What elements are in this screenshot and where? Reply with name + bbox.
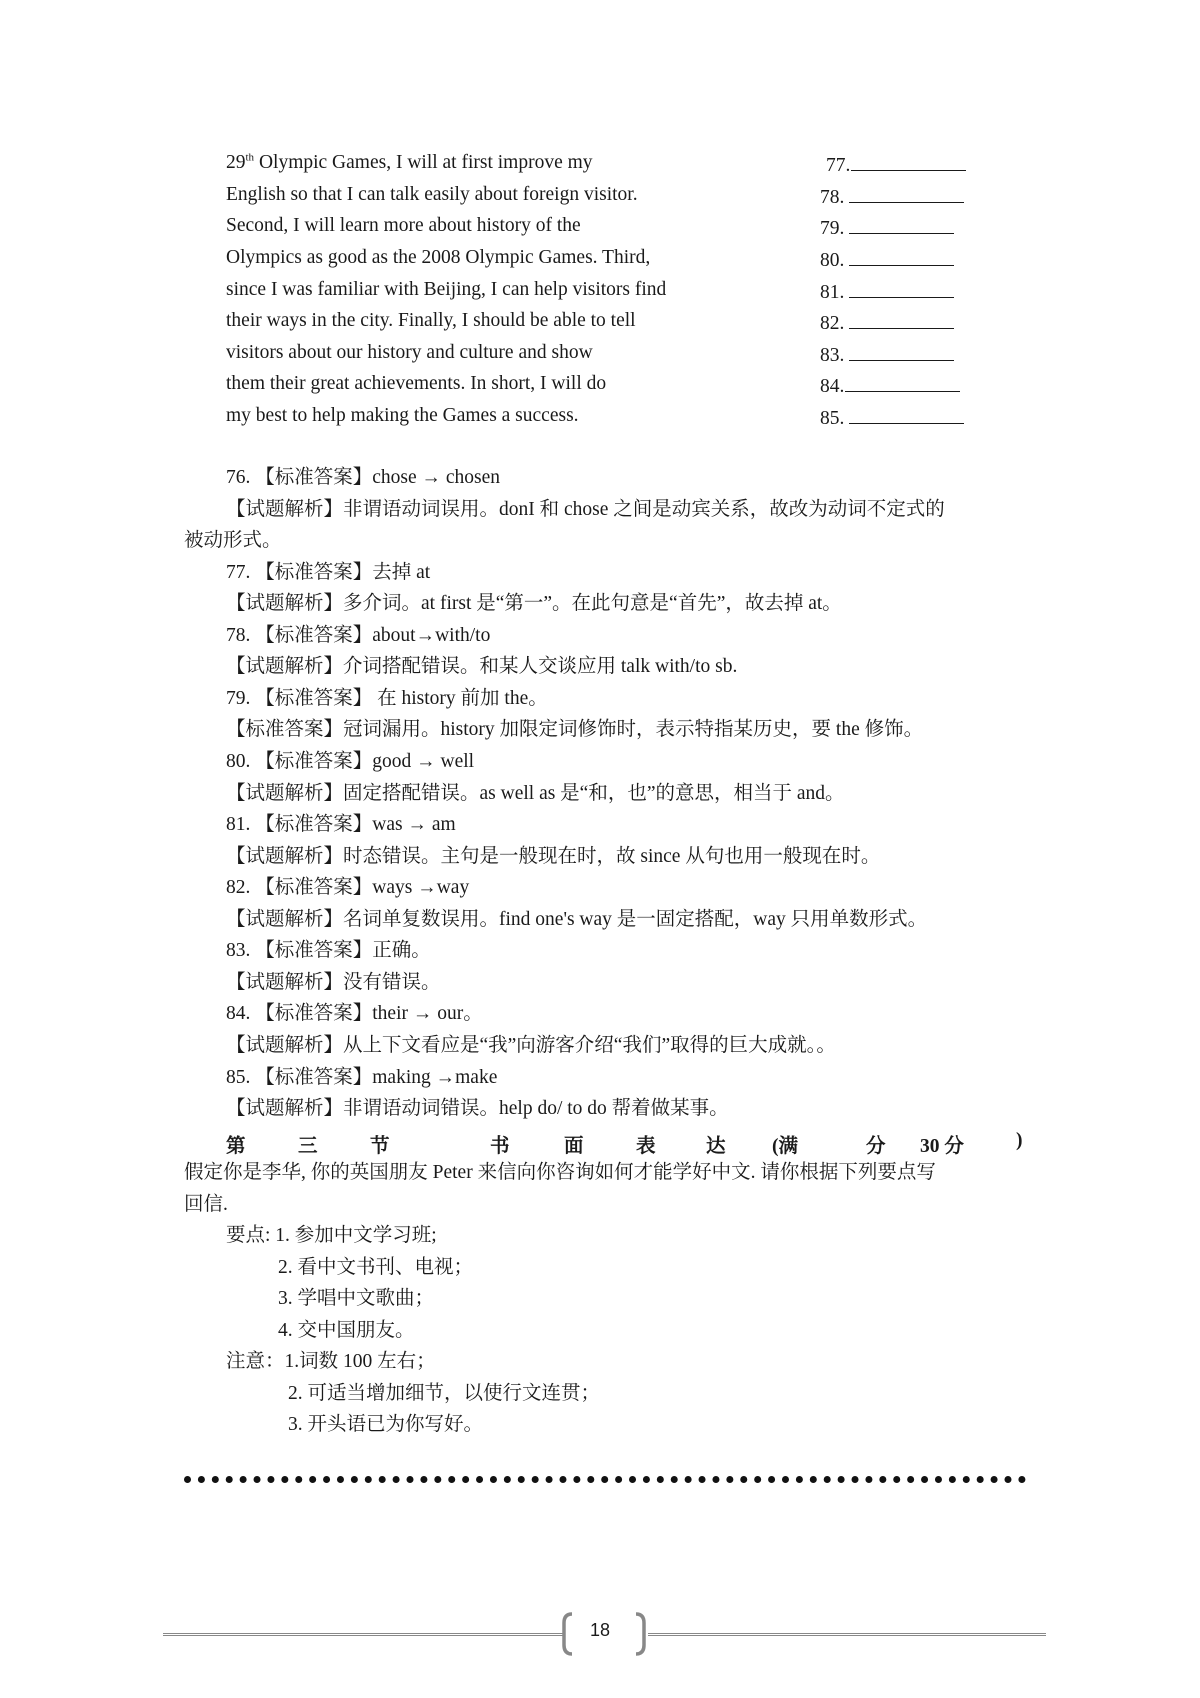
passage-line: 29th Olympic Games, I will at first improve my [226, 151, 593, 173]
answer-blank[interactable]: 82. [820, 309, 954, 336]
answer-line: 81. 【标准答案】was → am [226, 814, 456, 835]
page-number: 18 [589, 1620, 611, 1640]
point-item: 3. 学唱中文歌曲； [278, 1288, 435, 1309]
point-item: 4. 交中国朋友。 [278, 1320, 415, 1341]
answer-line: 79. 【标准答案】 在 history 前加 the。 [226, 688, 548, 709]
explanation-line-wrap: 被动形式。 [184, 530, 282, 551]
note-item: 2. 可适当增加细节，以使行文连贯； [288, 1383, 601, 1404]
explanation-line: 【试题解析】多介词。at first 是“第一”。在此句意是“首先”，故去掉 at。 [226, 593, 842, 614]
answer-blank[interactable]: 85. [820, 404, 964, 431]
point-item: 2. 看中文书刊、电视； [278, 1257, 474, 1278]
explanation-line: 【试题解析】没有错误。 [226, 972, 441, 993]
answer-blank[interactable]: 80. [820, 246, 954, 273]
explanation-line: 【试题解析】名词单复数误用。find one's way 是一固定搭配，way 只用单数形式。 [226, 909, 928, 930]
explanation-line: 【试题解析】非谓语动词误用。donI 和 chose 之间是动宾关系，故改为动词不定式的 [226, 499, 945, 520]
passage-line: my best to help making the Games a success. [226, 405, 579, 426]
passage-line: Second, I will learn more about history of the [226, 215, 581, 236]
prompt-text-wrap: 回信. [184, 1194, 228, 1215]
explanation-line: 【试题解析】固定搭配错误。as well as 是“和，也”的意思，相当于 and。 [226, 783, 845, 804]
explanation-line: 【试题解析】从上下文看应是“我”向游客介绍“我们”取得的巨大成就。。 [226, 1035, 836, 1056]
answer-line: 78. 【标准答案】about→with/to [226, 625, 491, 646]
answer-blank[interactable]: 83. [820, 341, 954, 368]
explanation-line: 【标准答案】冠词漏用。history 加限定词修饰时，表示特指某历史，要 the 修饰。 [226, 719, 924, 740]
answer-blank[interactable]: 77. [826, 151, 966, 178]
answer-blank[interactable]: 79. [820, 214, 954, 241]
answer-line: 83. 【标准答案】正确。 [226, 940, 431, 961]
passage-line: them their great achievements. In short, I will do [226, 373, 607, 394]
answer-line: 76. 【标准答案】chose → chosen [226, 467, 501, 488]
passage-line: visitors about our history and culture and show [226, 342, 593, 363]
explanation-line: 【试题解析】介词搭配错误。和某人交谈应用 talk with/to sb. [226, 656, 738, 677]
answer-blank[interactable]: 78. [820, 183, 964, 210]
explanation-line: 【试题解析】非谓语动词错误。help do/ to do 帮着做某事。 [226, 1098, 729, 1119]
notes-label: 注意：1.词数 100 左右； [226, 1351, 436, 1372]
section-title: 第 三 节 书 面 表 达 (满 分 30 分 ) [226, 1130, 1023, 1157]
dotted-separator [184, 1476, 1026, 1483]
answer-blank[interactable]: 84. [820, 372, 960, 399]
answer-line: 85. 【标准答案】making →make [226, 1067, 498, 1088]
answer-line: 82. 【标准答案】ways →way [226, 877, 470, 898]
passage-line: Olympics as good as the 2008 Olympic Games. Third, [226, 247, 651, 268]
prompt-text: 假定你是李华, 你的英国朋友 Peter 来信向你咨询如何才能学好中文. 请你根据下列要点写 [184, 1162, 936, 1183]
answer-blank[interactable]: 81. [820, 278, 954, 305]
passage-line: since I was familiar with Beijing, I can help visitors find [226, 279, 667, 300]
answer-line: 84. 【标准答案】their → our。 [226, 1003, 483, 1024]
explanation-line: 【试题解析】时态错误。主句是一般现在时，故 since 从句也用一般现在时。 [226, 846, 881, 867]
answer-line: 80. 【标准答案】good → well [226, 751, 475, 772]
passage-line: their ways in the city. Finally, I should be able to tell [226, 310, 636, 331]
points-label: 要点: 1. 参加中文学习班; [226, 1225, 437, 1246]
note-item: 3. 开头语已为你写好。 [288, 1414, 484, 1435]
answer-line: 77. 【标准答案】去掉 at [226, 562, 431, 583]
passage-line: English so that I can talk easily about foreign visitor. [226, 184, 638, 205]
